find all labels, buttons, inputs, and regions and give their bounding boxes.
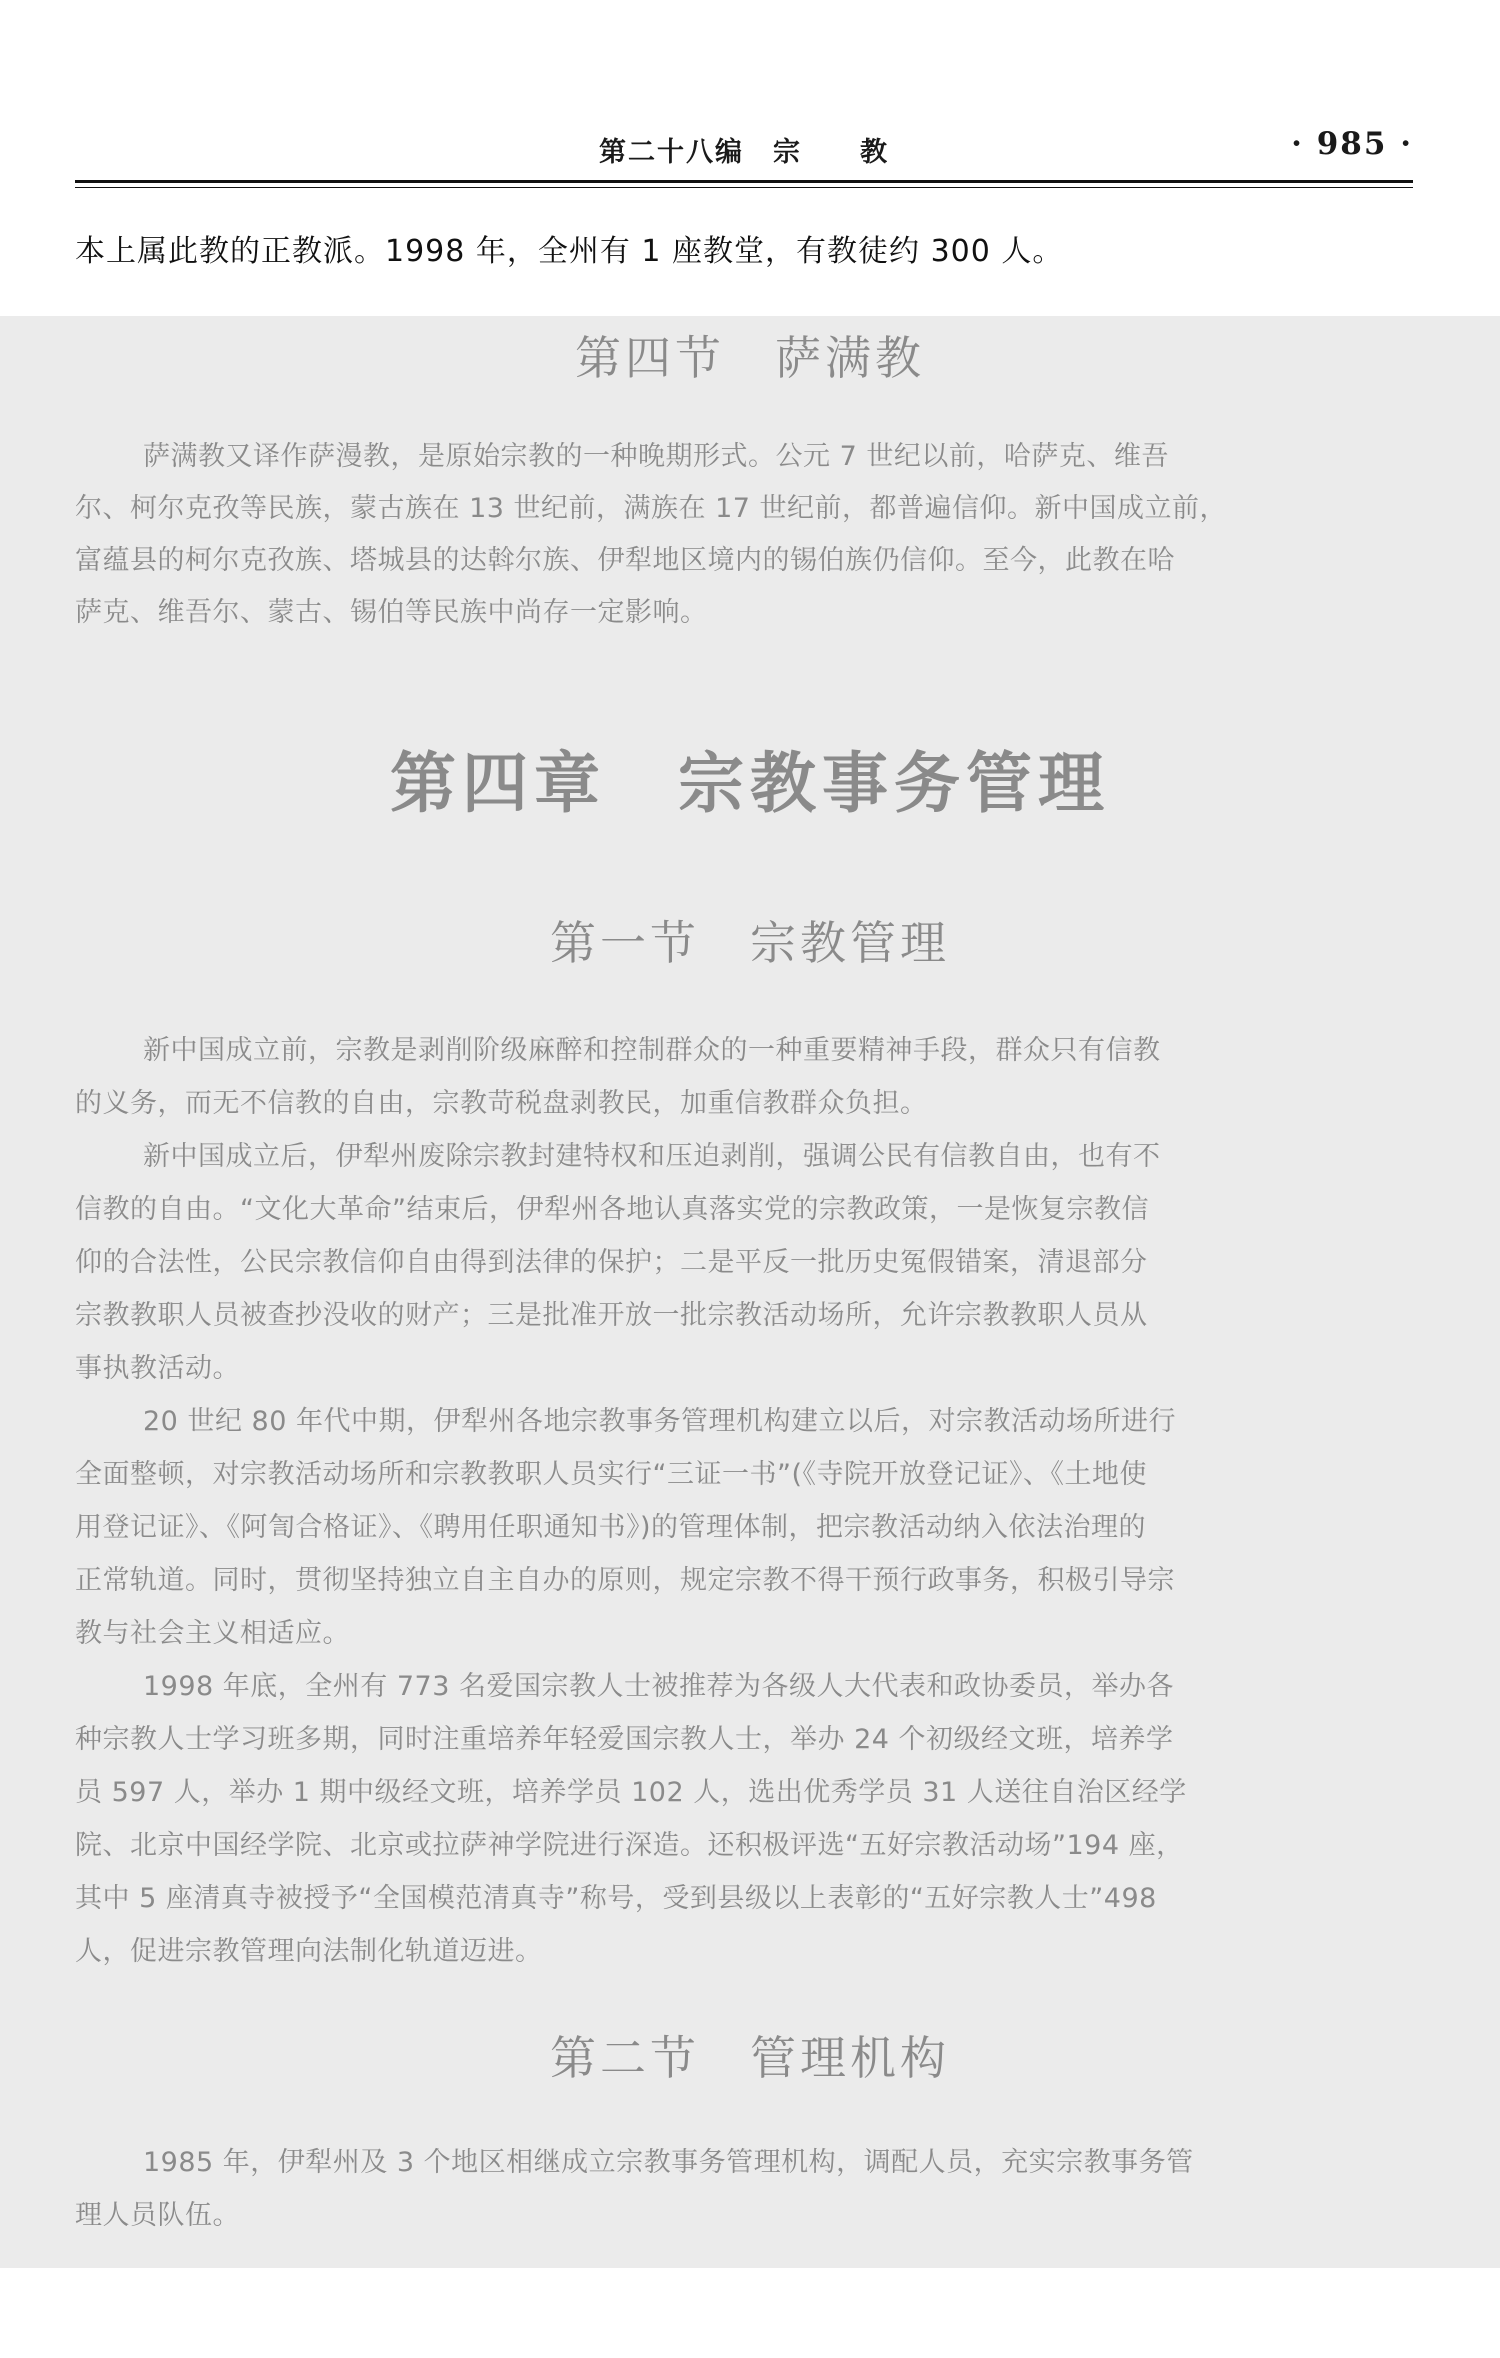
paragraph-line: 新中国成立后，伊犁州废除宗教封建特权和压迫剥削，强调公民有信教自由，也有不 <box>143 1141 1161 1172</box>
paragraph-line: 用登记证》、《阿訇合格证》、《聘用任职通知书》)的管理体制，把宗教活动纳入依法治理的 <box>75 1512 1147 1543</box>
paragraph-line: 仰的合法性，公民宗教信仰自由得到法律的保护；二是平反一批历史冤假错案，清退部分 <box>75 1247 1148 1278</box>
paragraph-line: 的义务，而无不信教的自由，宗教苛税盘剥教民，加重信教群众负担。 <box>75 1088 928 1119</box>
agencies-line: 理人员队伍。 <box>75 2200 240 2231</box>
agencies-line: 1985 年，伊犁州及 3 个地区相继成立宗教事务管理机构，调配人员，充实宗教事务管 <box>143 2147 1194 2178</box>
paragraph-line: 1998 年底，全州有 773 名爱国宗教人士被推荐为各级人大代表和政协委员，举办各 <box>143 1671 1174 1702</box>
shamanism-line: 富蕴县的柯尔克孜族、塔城县的达斡尔族、伊犁地区境内的锡伯族仍信仰。至今，此教在哈 <box>75 545 1175 576</box>
paragraph-line: 事执教活动。 <box>75 1353 240 1384</box>
section-title-shamanism: 第四节 萨满教 <box>575 331 925 385</box>
paragraph-line: 教与社会主义相适应。 <box>75 1618 350 1649</box>
header-rule-thin <box>75 187 1413 188</box>
section-title-religious-management: 第一节 宗教管理 <box>550 916 950 970</box>
paragraph-line: 全面整顿，对宗教活动场所和宗教教职人员实行“三证一书”(《寺院开放登记证》、《土地使 <box>75 1459 1148 1490</box>
shamanism-line: 萨克、维吾尔、蒙古、锡伯等民族中尚存一定影响。 <box>75 597 708 628</box>
header-rule-thick <box>75 180 1413 183</box>
page-number: · 985 · <box>1291 126 1413 162</box>
paragraph-line: 人，促进宗教管理向法制化轨道迈进。 <box>75 1936 543 1967</box>
paragraph-line: 新中国成立前，宗教是剥削阶级麻醉和控制群众的一种重要精神手段，群众只有信教 <box>143 1035 1161 1066</box>
header-title: 第二十八编 宗 教 <box>599 137 889 168</box>
section-title-management-agencies: 第二节 管理机构 <box>550 2031 950 2085</box>
paragraph-line: 院、北京中国经学院、北京或拉萨神学院进行深造。还积极评选“五好宗教活动场”194 座， <box>75 1830 1184 1861</box>
paragraph-line: 宗教教职人员被查抄没收的财产；三是批准开放一批宗教活动场所，允许宗教教职人员从 <box>75 1300 1148 1331</box>
paragraph-line: 正常轨道。同时，贯彻坚持独立自主自办的原则，规定宗教不得干预行政事务，积极引导宗 <box>75 1565 1175 1596</box>
paragraph-line: 20 世纪 80 年代中期，伊犁州各地宗教事务管理机构建立以后，对宗教活动场所进行 <box>143 1406 1176 1437</box>
shamanism-line: 萨满教又译作萨漫教，是原始宗教的一种晚期形式。公元 7 世纪以前，哈萨克、维吾 <box>143 441 1169 472</box>
continued-paragraph-line: 本上属此教的正教派。1998 年，全州有 1 座教堂，有教徒约 300 人。 <box>75 234 1064 269</box>
paragraph-line: 员 597 人，举办 1 期中级经文班，培养学员 102 人，选出优秀学员 31 人送往自治区经学 <box>75 1777 1187 1808</box>
shamanism-line: 尔、柯尔克孜等民族，蒙古族在 13 世纪前，满族在 17 世纪前，都普遍信仰。新中国成立前， <box>75 493 1228 524</box>
chapter-title: 第四章 宗教事务管理 <box>390 745 1110 822</box>
paragraph-line: 种宗教人士学习班多期，同时注重培养年轻爱国宗教人士，举办 24 个初级经文班，培养学 <box>75 1724 1174 1755</box>
paragraph-line: 信教的自由。“文化大革命”结束后，伊犁州各地认真落实党的宗教政策，一是恢复宗教信 <box>75 1194 1149 1225</box>
running-header <box>75 124 1413 170</box>
paragraph-line: 其中 5 座清真寺被授予“全国模范清真寺”称号，受到县级以上表彰的“五好宗教人士”498 <box>75 1883 1157 1914</box>
